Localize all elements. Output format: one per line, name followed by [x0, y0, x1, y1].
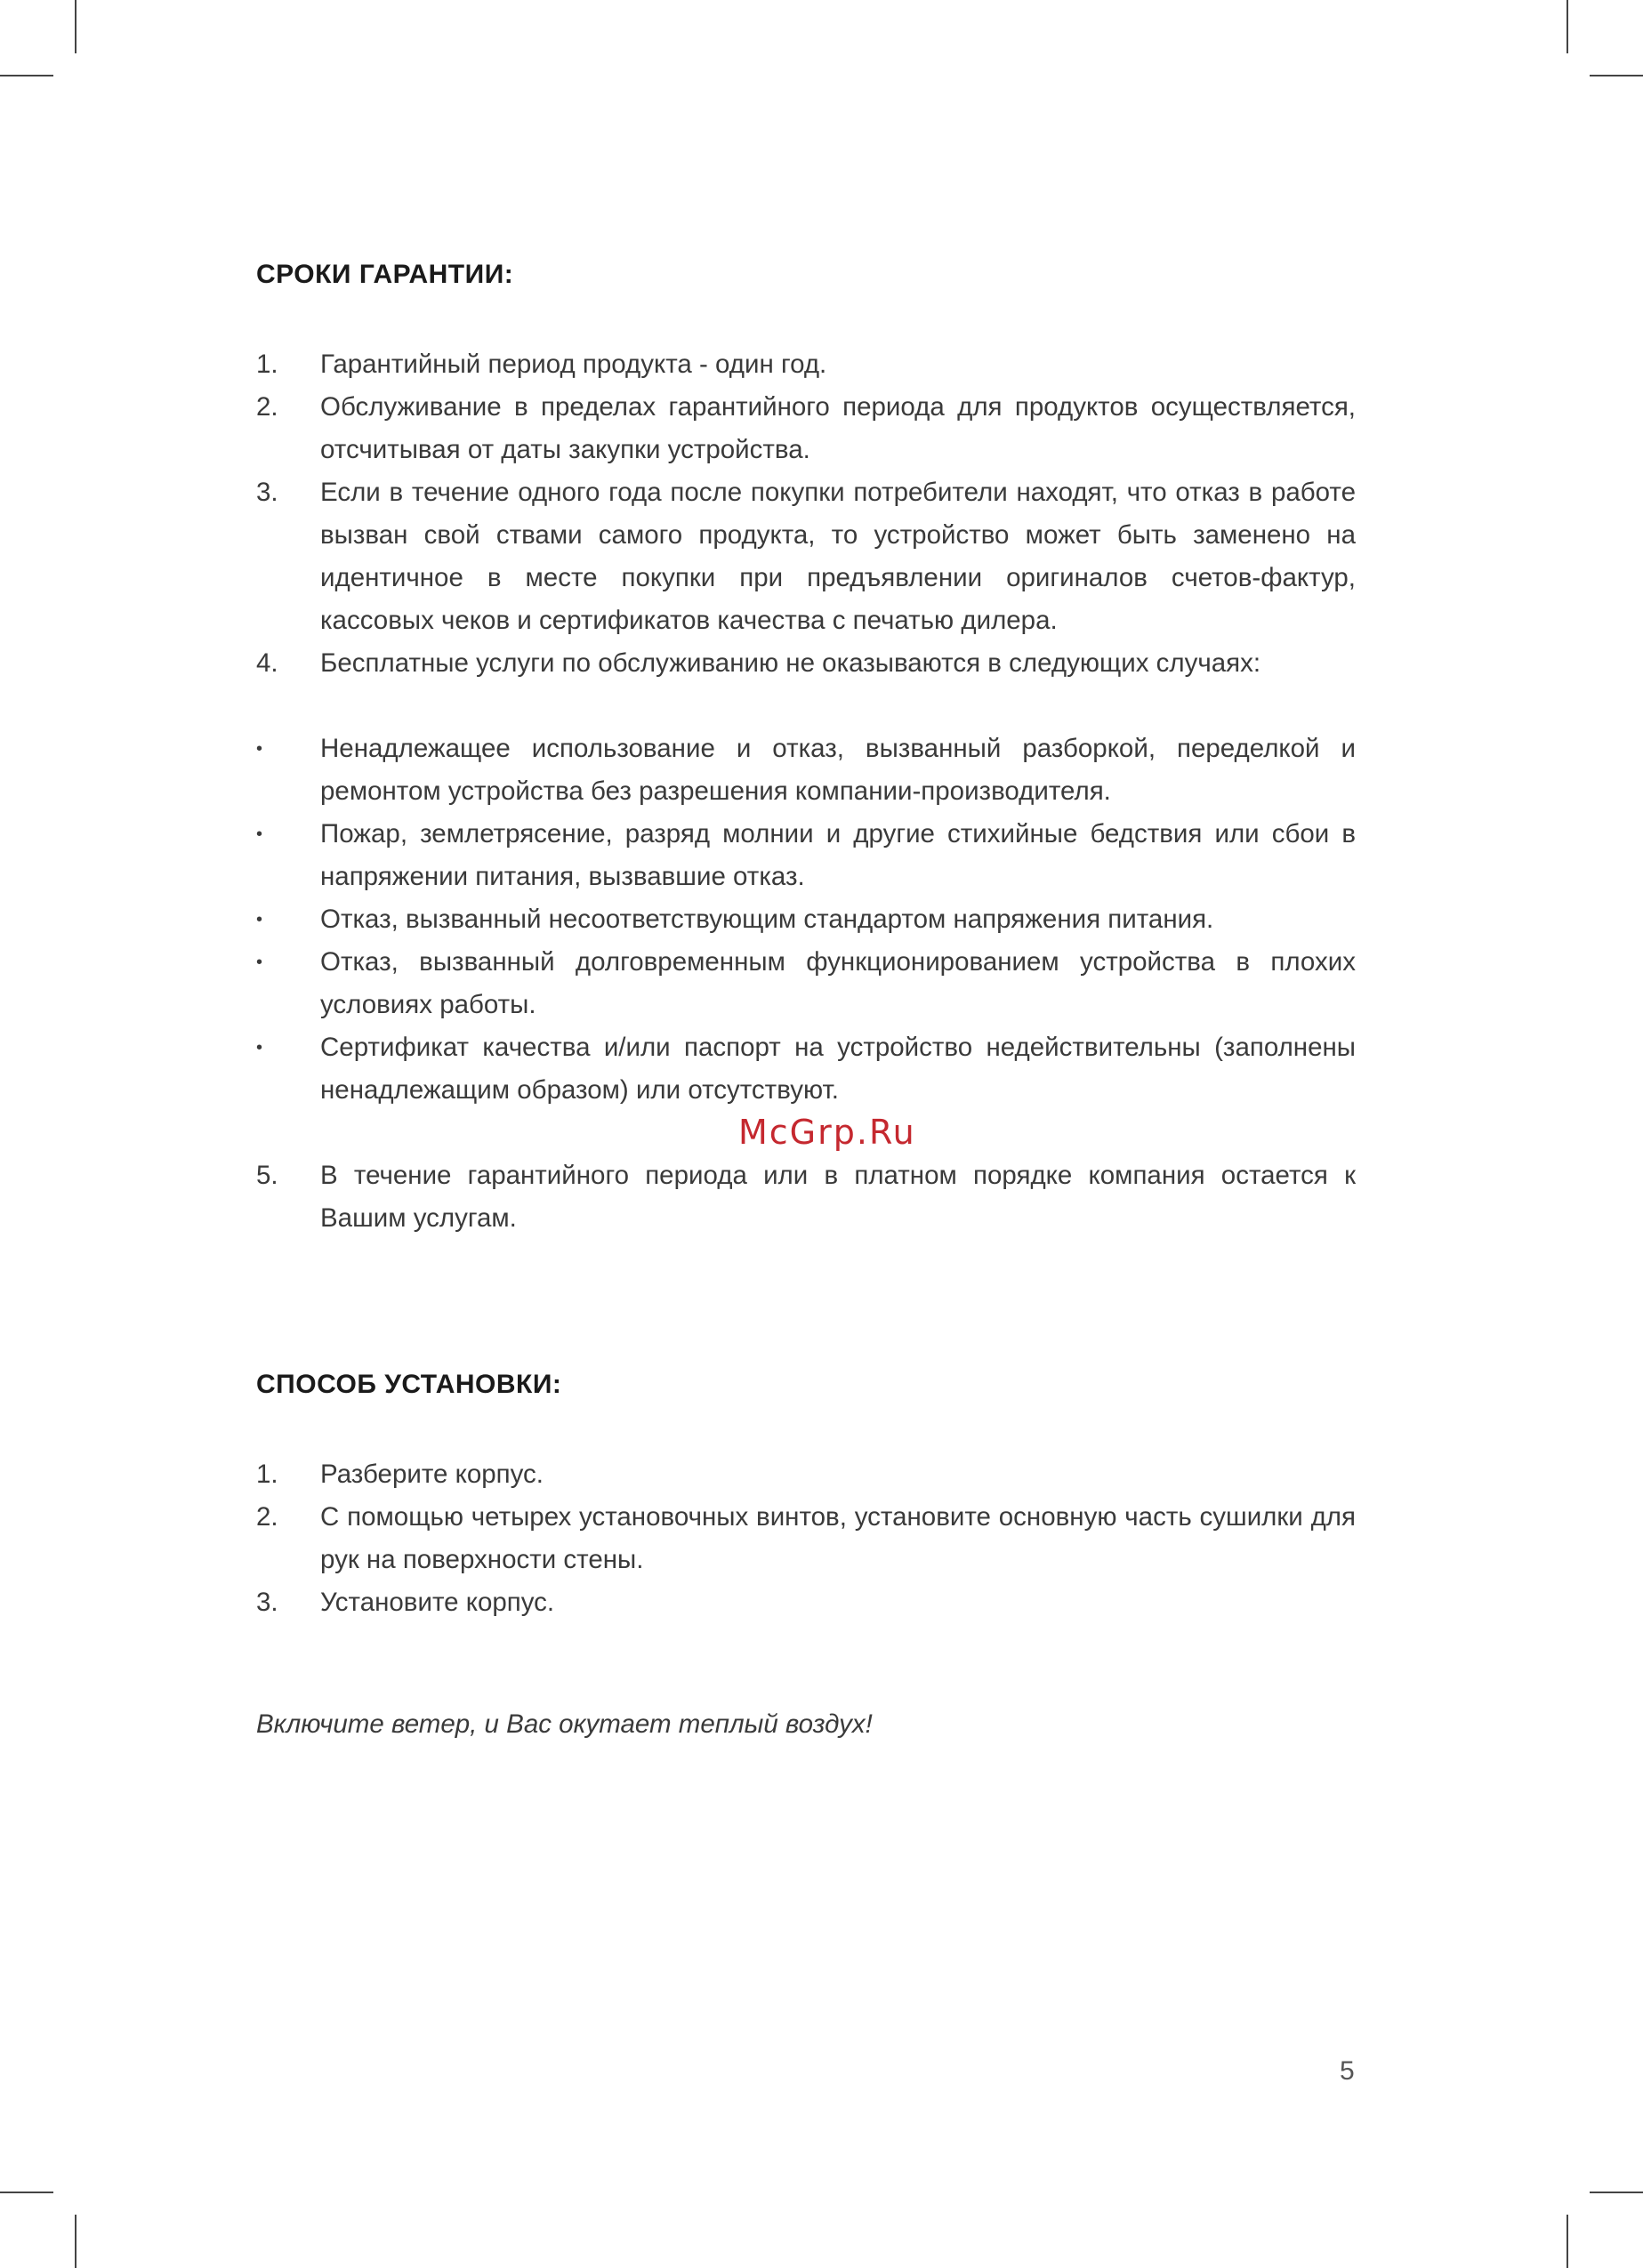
item-number: 3. — [256, 1588, 278, 1617]
installation-heading: СПОСОБ УСТАНОВКИ: — [256, 1370, 562, 1399]
item-text: С помощью четырех установочных винтов, установите основную часть сушилки для рук на поверхности стены. — [320, 1502, 1356, 1574]
crop-mark — [75, 2215, 77, 2268]
bullet-item — [256, 898, 1356, 941]
item-text: Обслуживание в пределах гарантийного периода для продуктов осуществляется, отсчитывая от даты закупки устройства. — [320, 392, 1356, 464]
item-text: Отказ, вызванный долговременным функционированием устройства в плохих условиях работы. — [320, 947, 1356, 1019]
document-page — [256, 0, 1356, 2268]
list-item — [256, 1581, 1356, 1624]
bullet-mark: • — [256, 739, 263, 759]
item-text: В течение гарантийного периода или в платном порядке компания остается к Вашим услугам. — [320, 1161, 1356, 1233]
item-text: Гарантийный период продукта - один год. — [320, 350, 827, 379]
watermark: McGrp.Ru — [738, 1113, 916, 1152]
item-number: 2. — [256, 392, 278, 422]
bullet-item — [256, 1026, 1356, 1112]
list-item — [256, 1453, 1356, 1496]
crop-mark — [75, 0, 77, 53]
warranty-list-continued — [256, 1154, 1356, 1240]
item-text: Сертификат качества и/или паспорт на устройство недействительны (заполнены ненадлежащим образом) или отсутствуют. — [320, 1033, 1356, 1105]
list-item — [256, 386, 1356, 471]
list-item — [256, 1496, 1356, 1581]
item-text: Разберите корпус. — [320, 1460, 544, 1489]
bullet-mark: • — [256, 824, 263, 844]
crop-mark — [1566, 2215, 1568, 2268]
bullet-mark: • — [256, 1038, 263, 1058]
exclusions-list — [256, 728, 1356, 1112]
bullet-item — [256, 728, 1356, 813]
installation-list — [256, 1453, 1356, 1624]
item-text: Если в течение одного года после покупки потребители находят, что отказ в работе вызван свой ствами самого продукта, то устройство может быть заменено на идентичное в месте покупки при предъявлении оригиналов счетов-фактур, кассовых чеков и сертификатов качества с печатью дилера. — [320, 478, 1356, 635]
crop-mark — [1590, 75, 1643, 76]
item-number: 1. — [256, 350, 278, 379]
bullet-mark: • — [256, 953, 263, 972]
item-number: 4. — [256, 648, 278, 678]
bullet-item — [256, 941, 1356, 1026]
item-text: Установите корпус. — [320, 1588, 555, 1617]
closing-slogan: Включите ветер, и Вас окутает теплый воздух! — [256, 1709, 873, 1739]
crop-mark — [1566, 0, 1568, 53]
bullet-mark: • — [256, 910, 263, 929]
item-number: 2. — [256, 1502, 278, 1532]
warranty-list — [256, 343, 1356, 685]
list-item — [256, 1154, 1356, 1240]
bullet-item — [256, 813, 1356, 898]
item-number: 1. — [256, 1460, 278, 1489]
crop-mark — [0, 2192, 53, 2193]
page-number: 5 — [1340, 2056, 1355, 2086]
item-text: Пожар, землетрясение, разряд молнии и другие стихийные бедствия или сбои в напряжении питания, вызвавшие отказ. — [320, 819, 1356, 891]
warranty-heading: СРОКИ ГАРАНТИИ: — [256, 260, 514, 289]
list-item — [256, 642, 1356, 685]
item-text: Бесплатные услуги по обслуживанию не оказываются в следующих случаях: — [320, 648, 1261, 678]
list-item — [256, 343, 1356, 386]
item-text: Отказ, вызванный несоответствующим стандартом напряжения питания. — [320, 905, 1214, 934]
item-number: 5. — [256, 1161, 278, 1190]
item-text: Ненадлежащее использование и отказ, вызванный разборкой, переделкой и ремонтом устройства без разрешения компании-производителя. — [320, 734, 1356, 806]
crop-mark — [1590, 2192, 1643, 2193]
crop-mark — [0, 75, 53, 76]
item-number: 3. — [256, 478, 278, 507]
list-item — [256, 471, 1356, 642]
